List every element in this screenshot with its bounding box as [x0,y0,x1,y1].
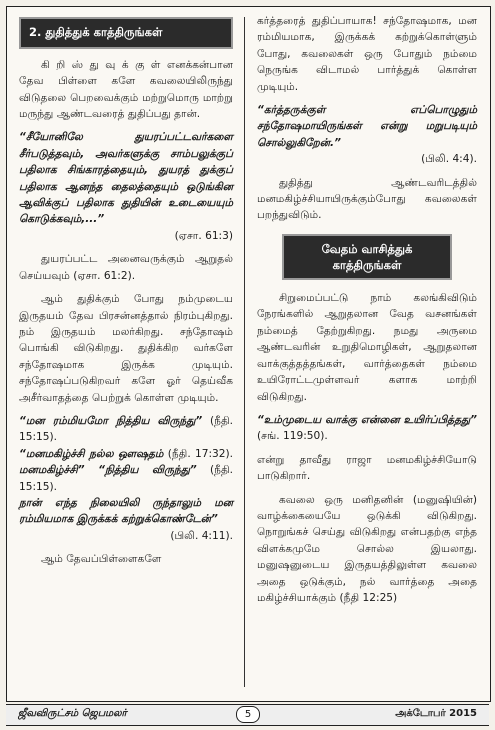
paragraph: துயரப்பட்ட அனைவருக்கும் ஆறுதல் செய்யவும் (ஏசா. 61:2). [19,253,233,282]
scripture-quote: “கர்த்தருக்குள் எப்பொழுதும் சந்தோஷமாயிருங்கள் என்று மறுபடியும் சொல்லுகிறேன்.” (பிலி. 4:4). [257,102,477,168]
scripture-reference: (நீதி. 15:15). [19,464,233,493]
scripture-reference: (பிலி. 4:4). [421,153,477,166]
issue-date: அக்டோபர் 2015 [395,708,477,719]
right-column [257,13,477,613]
section-heading-scripture: வேதம் வாசித்துக் காத்திருங்கள் [282,234,452,280]
paragraph: கவலை ஒரு மனிதனின் (மனுஷியின்) வாழ்க்கையையே ஒடுக்கி விடுகிறது. நொறுங்கச் செய்து விடுகிறது என்பதற்கு எந்த விளக்கமுமே சொல்ல இயலாது. மனுஷனுடைய இருதயத்திலுள்ள கவலை அதை ஒடுக்கும், நல் வார்த்தை அதை மகிழ்ச்சியாக்கும் (நீதி 12:25) [257,493,477,604]
section-heading-praise: 2. துதித்துக் காத்திருங்கள் [19,17,233,49]
page-number: 5 [236,706,260,723]
magazine-page [6,6,491,702]
paragraph: ஆம் துதிக்கும் போது நம்முடைய இருதயம் தேவ பிரசன்னத்தால் நிரம்புகிறது. நம் இருதயம் மலர்கிறது. சந்தோஷம் பொங்கி விடுகிறது. துதிக்கிற வர்களே சந்தோஷமாக இருக்க முடியும். சந்தோஷப்படுகிறவர் களே ஓர் தெய்வீக அசீர்வாதத்தை பெற்றுக் கொள்ள முடியும். [19,293,233,404]
scripture-reference: (சங். 119:50). [257,430,328,443]
magazine-name: ஜீவவிருட்சம் ஜெபமலர் [18,708,127,719]
paragraph: ஆம் தேவப்பிள்ளைகளே [41,553,162,566]
page-footer [6,704,489,726]
paragraph: கி றி ஸ் து வு க் கு ள் எனக்கன்பான தேவ பிள்ளை களே கவலையிலிருந்து விடுதலை பெறவைக்கும் மற்றுமொரு மாற்று மருந்து ஆண்டவரைத் துதிப்பது தான். [19,58,233,121]
paragraph: கர்த்தரைத் துதிப்பாயாக! சந்தோஷமாக, மன ரம்மியமாக, இருக்கக் கற்றுக்கொள்ளும் போது, கவலைகள் ஒரு போதும் நம்மை நெருங்க விடாமல் பார்த்துக் கொள்ள முடியும். [257,15,477,93]
scripture-reference: (ஏசா. 61:3) [174,229,233,242]
scripture-reference: (நீதி 12:25) [339,591,398,604]
paragraph: என்று தாவீது ராஜா மனமகிழ்ச்சியோடு பாடுகிறார். [257,453,477,483]
column-divider [244,17,245,687]
left-column [19,13,233,575]
paragraph: துதித்து ஆண்டவரிடத்தில் மனமகிழ்ச்சியாயிருக்கும்போது கவலைகள் பறந்துவிடும். [257,176,477,222]
scripture-quote: “உம்முடைய வாக்கு என்னை உயிர்ப்பித்தது” (சங். 119:50). [257,413,477,443]
scripture-reference: (நீதி. 17:32). [167,447,233,460]
scripture-quote-group: “மன ரம்மியமோ நித்திய விருந்து” (நீதி. 15:15). “மனமகிழ்ச்சி நல்ல ஔஷதம் (நீதி. 17:32). மனமகிழ்ச்சி” “நித்திய விருந்து” (நீதி. 15:15). நான் எந்த நிலையிலி ருந்தாலும் மன ரம்மியமாக இருக்கக் கற்றுக்கொண்டேன்” (பிலி. 4:11). [19,413,233,544]
scripture-reference: (பிலி. 4:11). [170,529,233,542]
paragraph: சிறுமைப்பட்டு நாம் கலங்கிவிடும் நேரங்களில் ஆறுதலான வேத வசனங்கள் நம்மைத் தேற்றுகிறது. நமது அருமை ஆண்டவரின் உறுதிமொழிகள், ஆறுதலான வாக்குத்தத்தங்கள், வார்த்தைகள் நம்மை உயிரோட்டமுள்ளவர் களாக மாற்றி விடுகிறது. [257,292,477,403]
scripture-reference: (நீதி. 15:15). [19,414,233,444]
scripture-quote: “சீயோனிலே துயரப்பட்டவர்களை சீர்படுத்தவும், அவர்களுக்கு சாம்பலுக்குப் பதிலாக சிங்காரத்தையும், துயரத் துக்குப் பதிலாக ஆனந்த தைலத்தையும் ஒடுங்கின ஆவிக்குப் பதிலாக துதியின் உடையையும் கொடுக்கவும்,...” (ஏசா. 61:3) [19,129,233,244]
